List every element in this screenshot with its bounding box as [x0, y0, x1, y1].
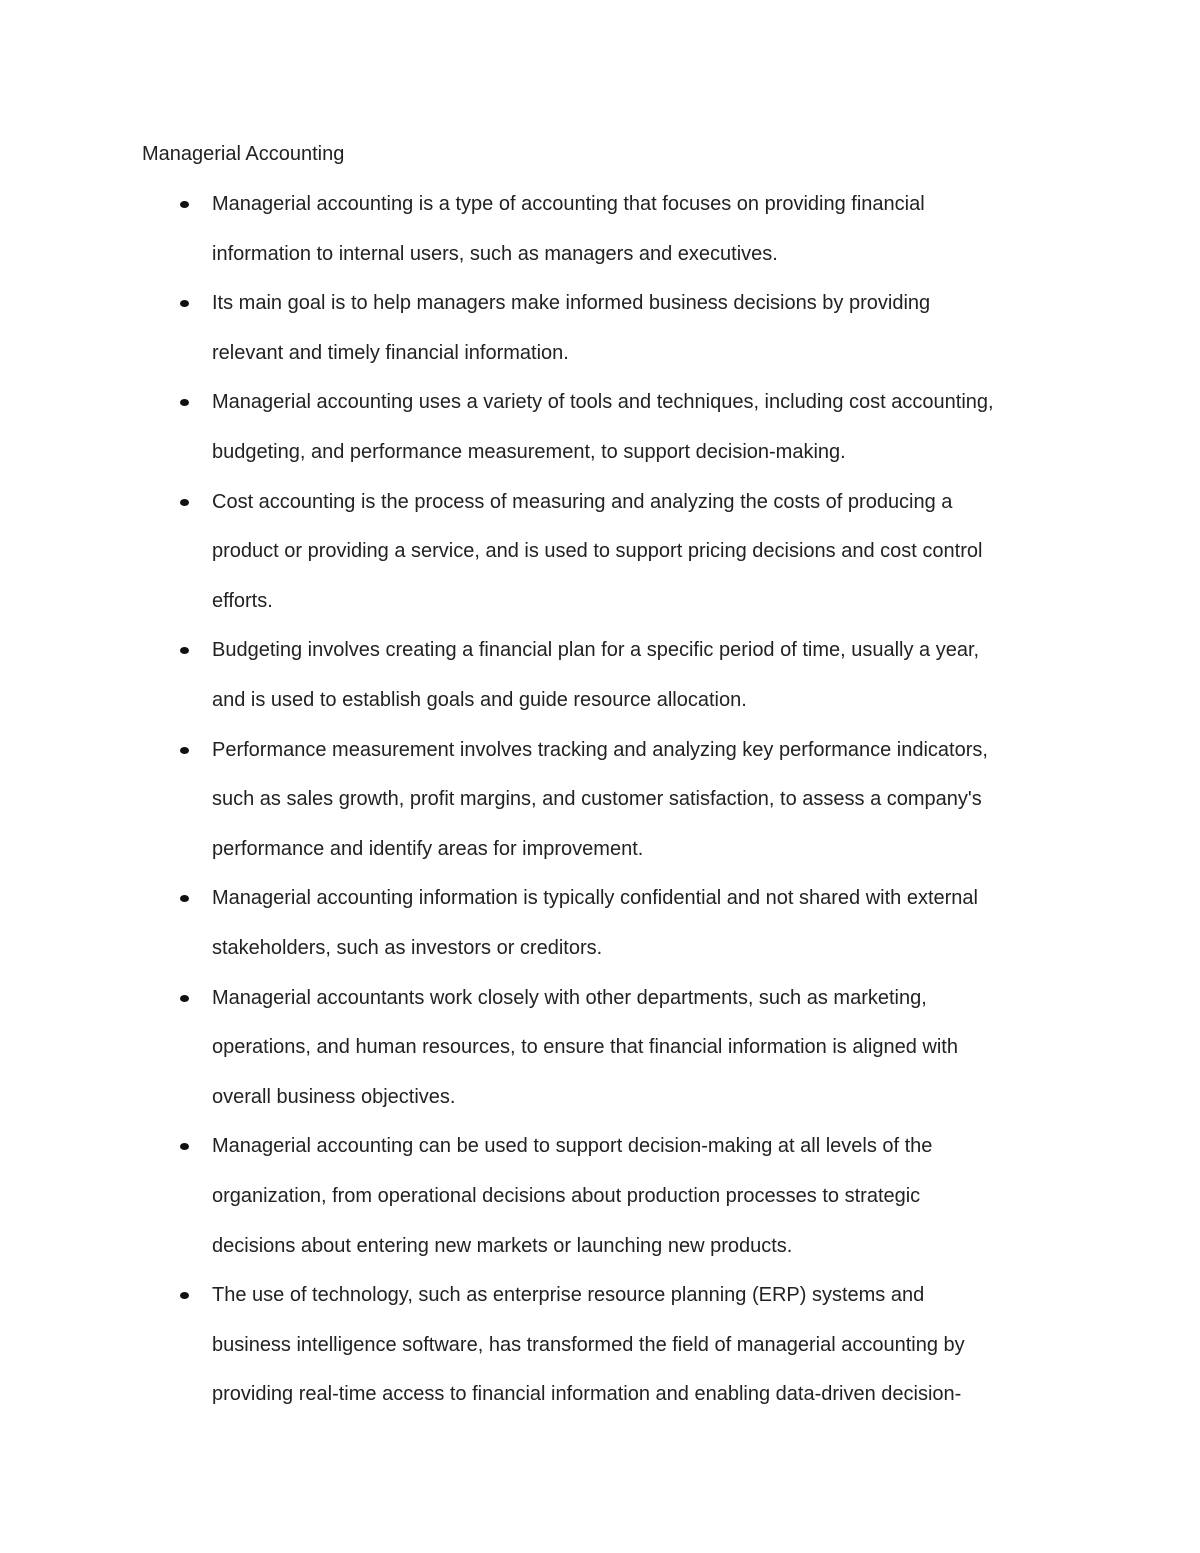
bullet-text-line: Its main goal is to help managers make informed business decisions by providing: [212, 292, 931, 315]
bullet-text-line: relevant and timely financial information.: [212, 341, 569, 364]
bullet-text-line: budgeting, and performance measurement, to support decision-making.: [212, 441, 846, 463]
bullet-dot-icon: [180, 300, 189, 307]
bullet-text-line: Managerial accounting can be used to support decision-making at all levels of the: [212, 1135, 933, 1158]
bullet-text-line: Managerial accounting information is typically confidential and not shared with external: [212, 887, 978, 910]
bullet-text-line: decisions about entering new markets or launching new products.: [212, 1234, 793, 1257]
bullet-text-line: performance and identify areas for improvement.: [212, 837, 644, 860]
bullet-dot-icon: [180, 895, 189, 902]
bullet-text-line: providing real-time access to financial information and enabling data-driven decision-: [212, 1383, 962, 1406]
bullet-dot-icon: [180, 1292, 189, 1299]
bullet-text-line: The use of technology, such as enterprise resource planning (ERP) systems and: [212, 1284, 925, 1307]
bullet-text-line: Managerial accountants work closely with other departments, such as marketing,: [212, 986, 927, 1009]
bullet-dot-icon: [180, 647, 189, 654]
bullet-text-line: such as sales growth, profit margins, and customer satisfaction, to assess a company's: [212, 788, 982, 811]
bullet-text-line: operations, and human resources, to ensure that financial information is aligned with: [212, 1036, 958, 1059]
bullet-dot-icon: [180, 499, 189, 506]
bullet-text-line: stakeholders, such as investors or creditors.: [212, 937, 603, 959]
bullet-text-line: information to internal users, such as managers and executives.: [212, 242, 778, 265]
bullet-text-line: and is used to establish goals and guide resource allocation.: [212, 689, 747, 711]
bullet-text-line: Cost accounting is the process of measuring and analyzing the costs of producing a: [212, 490, 953, 513]
bullet-text-line: Managerial accounting uses a variety of tools and techniques, including cost accounting,: [212, 391, 994, 414]
bullet-text-line: overall business objectives.: [212, 1085, 456, 1108]
bullet-text-line: product or providing a service, and is used to support pricing decisions and cost control: [212, 540, 983, 563]
bullet-dot-icon: [180, 995, 189, 1002]
bullet-dot-icon: [180, 747, 189, 754]
bullet-dot-icon: [180, 201, 189, 208]
bullet-text-line: Budgeting involves creating a financial plan for a specific period of time, usually a year,: [212, 639, 980, 662]
bullet-text-line: Managerial accounting is a type of accounting that focuses on providing financial: [212, 193, 925, 215]
bullet-dot-icon: [180, 1143, 189, 1150]
bullet-text-line: Performance measurement involves tracking and analyzing key performance indicators,: [212, 738, 988, 761]
document-title: Managerial Accounting: [142, 143, 345, 165]
bullet-text-line: organization, from operational decisions about production processes to strategic: [212, 1185, 921, 1207]
bullet-text-line: efforts.: [212, 589, 273, 612]
bullet-text-line: business intelligence software, has transformed the field of managerial accounting by: [212, 1333, 965, 1356]
bullet-dot-icon: [180, 399, 189, 406]
